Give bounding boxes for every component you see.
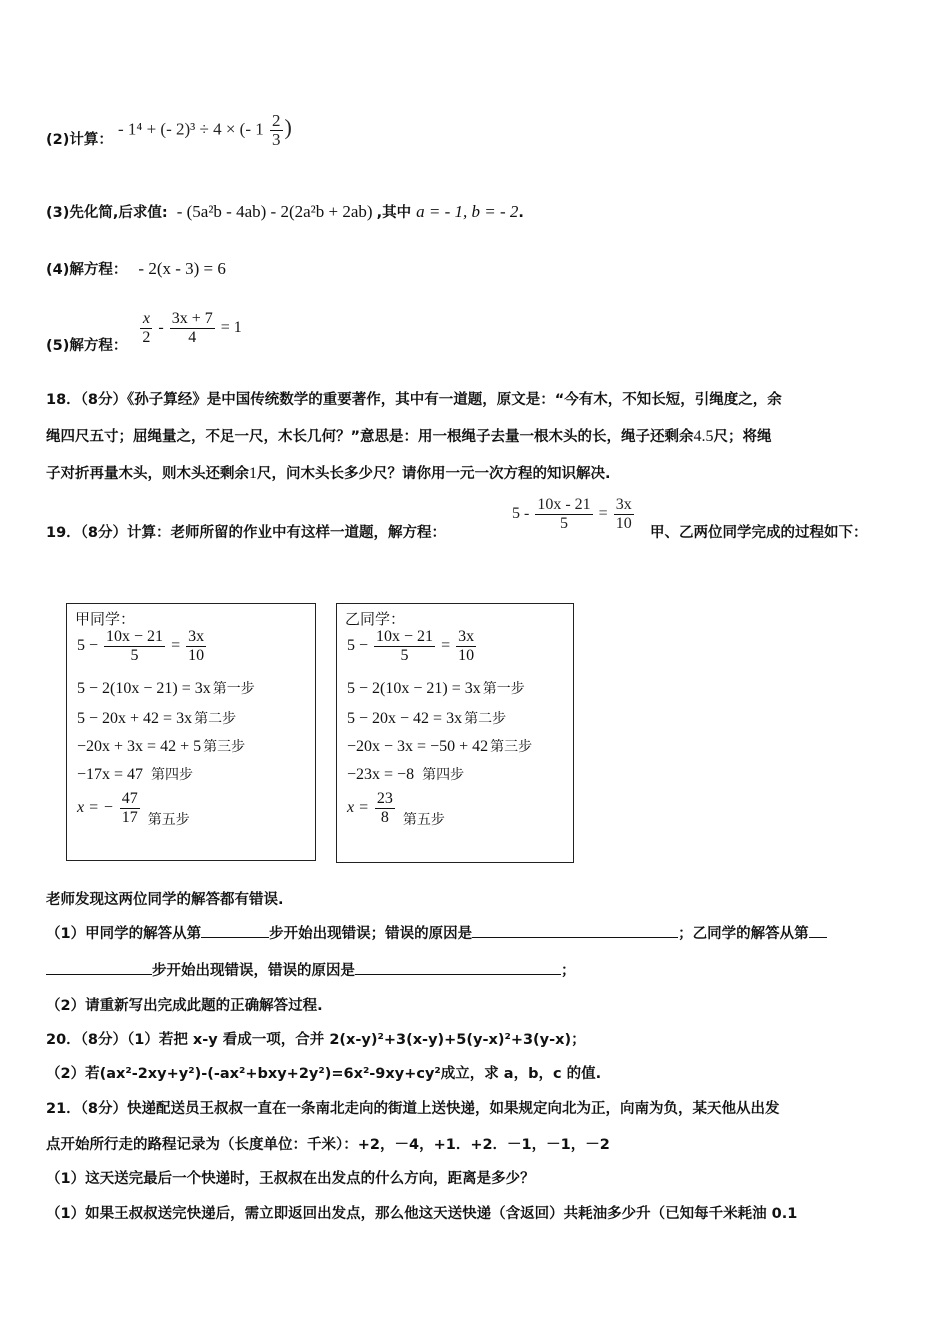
q20-2: （2）若(ax²-2xy+y²)-(-ax²+bxy+2y²)=6x²-9xy+cy²成立，求 a，b，c 的值. [46, 1066, 602, 1082]
blank-jia-step[interactable] [201, 936, 269, 938]
yi-r6-lead: x = [347, 799, 369, 817]
yi-r6-label: 第五步 [402, 812, 445, 829]
q18-val1: 4.5 [693, 428, 714, 445]
q20-1: 20．（8分）（1）若把 x-y 看成一项，合并 2(x-y)²+3(x-y)+5(y-x)²+3(y-x)； [46, 1032, 586, 1048]
jia-r3: 5 − 20x + 42 = 3x [77, 710, 193, 727]
q21-2: （1）如果王叔叔送完快递后，需立即返回出发点，那么他这天送快递（含返回）共耗油多少升（已知每千米耗油 0.1 [46, 1206, 798, 1222]
q17-3-cond: a = - 1, b = - 2 [416, 202, 519, 221]
q21-1: （1）这天送完最后一个快递时，王叔叔在出发点的什么方向，距离是多少？ [46, 1171, 535, 1187]
jia-r6-lead: x = − [77, 799, 114, 817]
yi-r5: −23x = −8 [347, 766, 415, 783]
yi-row2 [347, 678, 525, 698]
yi-title: 乙同学： [345, 610, 406, 628]
jia-r6-label: 第五步 [147, 812, 190, 829]
yi-r5-label: 第四步 [422, 767, 465, 783]
q18-line3 [46, 462, 611, 483]
jia-r6-frac [120, 790, 140, 827]
jia-r1-rnum: 3x [188, 628, 205, 645]
yi-r1-lead: 5 − [347, 637, 369, 655]
yi-r1-rnum: 3x [458, 628, 475, 645]
q19-eq-num: 10x - 21 [537, 496, 591, 513]
q17-3-label: (3)先化简,后求值: [46, 205, 168, 221]
yi-r6-den: 8 [380, 809, 389, 826]
jia-r6-den: 17 [121, 809, 138, 826]
q17-5-f1-den: 2 [142, 329, 151, 346]
yi-row5 [347, 764, 464, 784]
q19-eq-rden: 10 [615, 515, 632, 532]
q21-line1: 21．（8分）快递配送员王叔叔一直在一条南北走向的街道上送快递，如果规定向北为正，向南为负，某天他从出发 [46, 1101, 780, 1117]
yi-r1-rfrac [456, 628, 476, 665]
q17-5-label: (5)解方程： [46, 338, 128, 355]
q19-1-a: （1）甲同学的解答从第 [46, 926, 202, 942]
jia-row6 [77, 790, 190, 827]
jia-r1-num: 10x − 21 [106, 628, 164, 645]
q19-eq-eq: = [598, 505, 608, 523]
yi-r2-label: 第一步 [482, 681, 525, 697]
q19-eq-rnum: 3x [615, 496, 632, 513]
yi-r1-frac [374, 628, 435, 665]
q18-line2b: 尺；将绳 [713, 429, 772, 445]
q17-2-frac-num: 2 [272, 111, 281, 130]
blank-jia-reason[interactable] [472, 936, 678, 938]
q17-4 [46, 258, 226, 279]
q17-3-mid: ,其中 [376, 205, 412, 221]
jia-r4-label: 第三步 [203, 739, 246, 755]
jia-r1-frac [104, 628, 165, 665]
q19-1-c: ；乙同学的解答从第 [678, 926, 809, 942]
yi-row6 [347, 790, 445, 827]
q19-eq-lead: 5 - [512, 505, 530, 523]
q18-line3b: 尺，问木头长多少尺？请你用一元一次方程的知识解决. [257, 466, 611, 482]
q17-2 [46, 128, 113, 149]
q17-2-label: (2)计算： [46, 132, 113, 148]
yi-solution-box [336, 603, 574, 863]
q17-3-expr: - (5a²b - 4ab) - 2(2a²b + 2ab) [176, 202, 373, 221]
q17-4-expr: - 2(x - 3) = 6 [138, 259, 226, 278]
q19-1-line1 [46, 922, 827, 943]
jia-r2-label: 第一步 [212, 681, 255, 697]
jia-r4: −20x + 3x = 42 + 5 [77, 738, 202, 755]
jia-row4 [77, 736, 245, 756]
q17-5-equation [138, 310, 241, 347]
blank-yi-step[interactable] [46, 973, 152, 975]
q19-1-d: 步开始出现错误，错误的原因是 [152, 963, 355, 979]
q19-1-e: ； [561, 963, 576, 979]
yi-r4-label: 第三步 [490, 739, 533, 755]
q17-5-f2-num: 3x + 7 [171, 310, 213, 327]
q17-5-frac1 [140, 310, 152, 347]
jia-row5 [77, 764, 193, 784]
yi-r1-eq: = [441, 637, 451, 655]
q19-2: （2）请重新写出完成此题的正确解答过程. [46, 998, 323, 1014]
q19-suffix: 甲、乙两位同学完成的过程如下： [650, 525, 868, 541]
q19-eq-den: 5 [559, 515, 568, 532]
yi-r3: 5 − 20x − 42 = 3x [347, 710, 463, 727]
blank-yi-step-start[interactable] [809, 936, 827, 938]
q19-1-b: 步开始出现错误；错误的原因是 [269, 926, 473, 942]
q17-5 [46, 310, 242, 355]
jia-r1-rden: 10 [188, 647, 205, 664]
yi-r2: 5 − 2(10x − 21) = 3x [347, 680, 481, 697]
q17-5-f1-num: x [140, 310, 152, 329]
q18-line2 [46, 425, 772, 446]
jia-title: 甲同学： [75, 610, 136, 628]
jia-row2 [77, 678, 255, 698]
q19-prefix: 19．（8分）计算：老师所留的作业中有这样一道题，解方程： [46, 525, 447, 541]
q18-line3a: 子对折再量木头，则木头还剩余 [46, 466, 249, 482]
q18-line2a: 绳四尺五寸；屈绳量之，不足一尺，木长几何？”意思是：用一根绳子去量一根木头的长，绳子还剩余 [46, 429, 694, 445]
yi-r3-label: 第二步 [464, 711, 507, 727]
yi-row1 [347, 628, 478, 665]
teacher-found: 老师发现这两位同学的解答都有错误. [46, 892, 284, 908]
yi-row3 [347, 708, 506, 728]
yi-r6-frac [375, 790, 395, 827]
q17-2-expression: - 1⁴ + (- 2)³ ÷ 4 × (- 1 $\frac{2}{3}$ ) [118, 111, 292, 149]
jia-r2: 5 − 2(10x − 21) = 3x [77, 680, 211, 697]
q17-2-frac-den: 3 [272, 130, 281, 149]
blank-yi-reason[interactable] [355, 973, 561, 975]
q19-eq-rfrac [614, 496, 634, 533]
q18-line1: 18．（8分）《孙子算经》是中国传统数学的重要著作，其中有一道题，原文是：“今有木，不知长短，引绳度之，余 [46, 392, 782, 408]
q17-4-label: (4)解方程： [46, 262, 128, 278]
yi-row4 [347, 736, 532, 756]
jia-r5: −17x = 47 [77, 766, 144, 783]
yi-r1-den: 5 [400, 647, 409, 664]
q21-line2: 点开始所行走的路程记录为（长度单位：千米）：+2，－4，+1．+2．－1，－1，－2 [46, 1137, 610, 1153]
q18-val2: 1 [249, 465, 257, 482]
jia-solution-box [66, 603, 316, 861]
jia-row1 [77, 628, 208, 665]
yi-r4: −20x − 3x = −50 + 42 [347, 738, 489, 755]
jia-r1-eq: = [171, 637, 181, 655]
q19-eq-frac [535, 496, 592, 533]
q17-5-f2-den: 4 [188, 329, 197, 346]
jia-r1-lead: 5 − [77, 637, 99, 655]
q17-3 [46, 201, 524, 222]
q19-1-line2 [46, 959, 576, 980]
q19-equation [512, 496, 636, 533]
q17-5-minus: - [158, 319, 164, 337]
q17-5-rhs: = 1 [220, 319, 242, 337]
jia-r6-num: 47 [121, 790, 138, 807]
jia-r1-den: 5 [130, 647, 139, 664]
q17-3-end: . [518, 205, 524, 221]
yi-r1-num: 10x − 21 [376, 628, 434, 645]
q17-2-fraction [270, 112, 283, 149]
jia-r3-label: 第二步 [194, 711, 237, 727]
yi-r6-num: 23 [376, 790, 393, 807]
jia-row3 [77, 708, 236, 728]
q17-2-expr-text: - 1⁴ + (- 2)³ ÷ 4 × (- 1 [118, 119, 264, 139]
q17-5-frac2 [170, 310, 215, 347]
yi-r1-rden: 10 [458, 647, 475, 664]
jia-r1-rfrac [186, 628, 206, 665]
jia-r5-label: 第四步 [151, 767, 194, 783]
